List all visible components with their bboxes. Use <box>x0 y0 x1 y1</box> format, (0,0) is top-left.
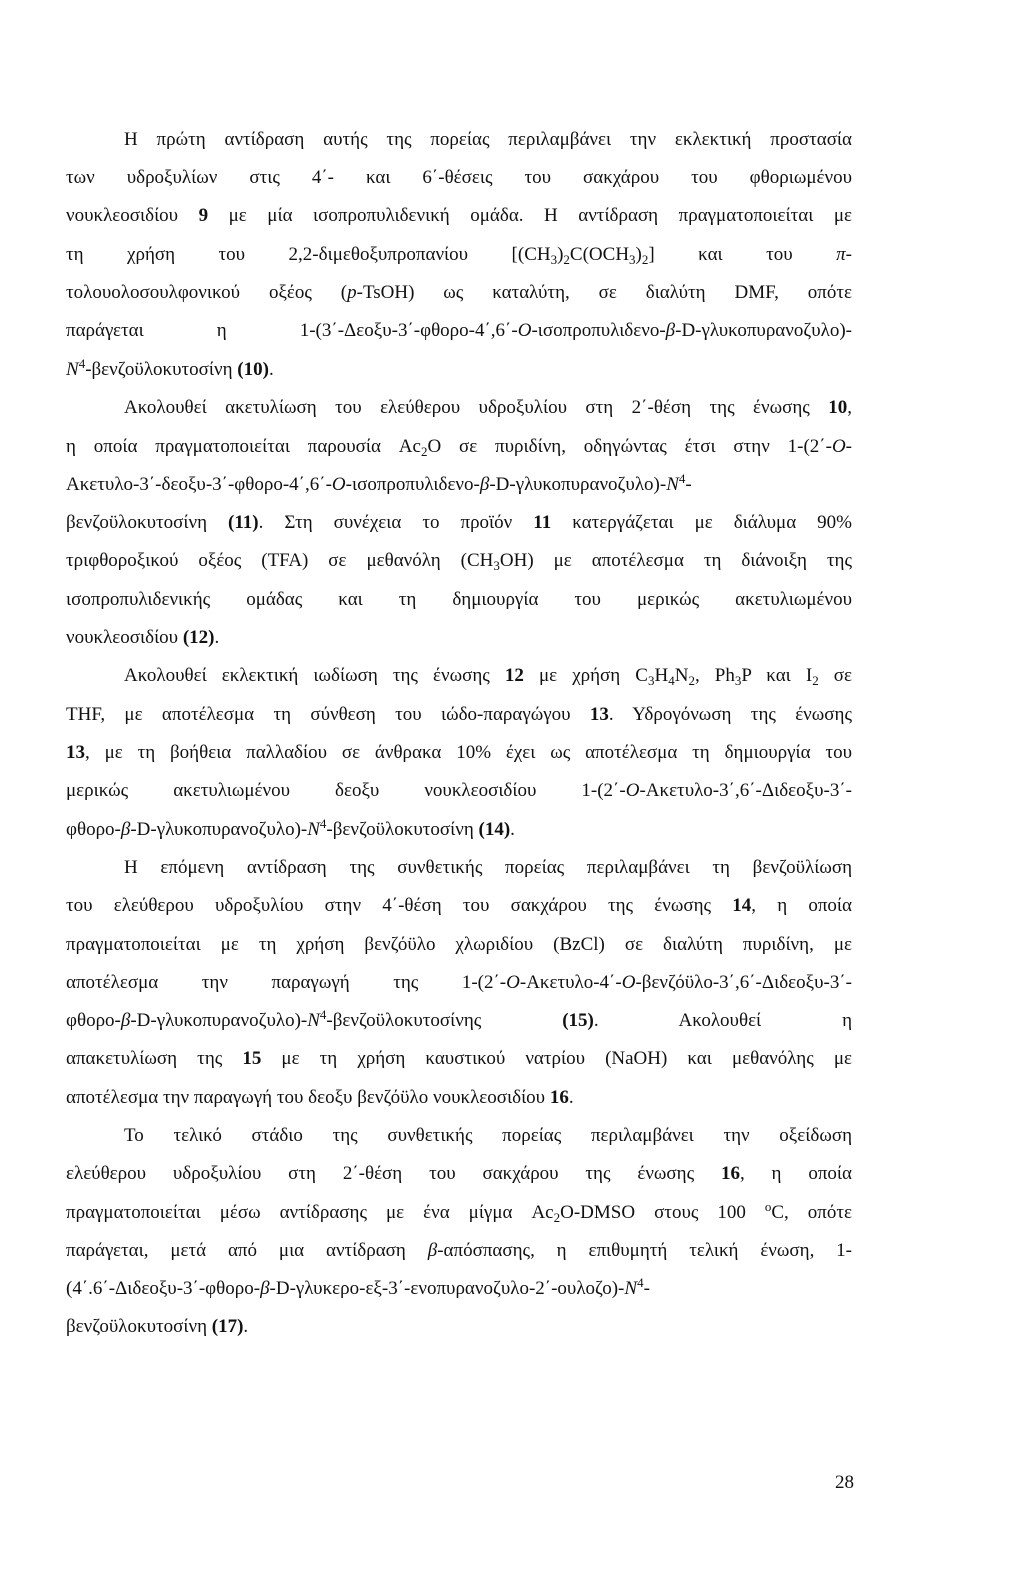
compound-number: 12 <box>504 665 524 686</box>
text-run: -βενζοϋλοκυτοσίνης <box>326 1010 563 1031</box>
text-run: N <box>307 819 320 840</box>
text-run: πραγματοποιείται με τη χρήση βενζόϋλο χλωριδίου (BzCl) σε διαλύτη πυριδίνη, με <box>66 934 852 955</box>
text-run: P και I <box>741 665 813 686</box>
text-line <box>66 587 852 613</box>
text-line <box>66 165 852 191</box>
text-run: -βενζόϋλο-3΄,6΄-Διδεοξυ-3΄- <box>635 972 852 993</box>
script-text: 3 <box>550 252 558 267</box>
text-run: , με τη βοήθεια παλλαδίου σε άνθρακα 10% έχει ως αποτέλεσμα τη δημιουργία του <box>85 742 852 763</box>
text-run: N <box>66 359 79 380</box>
script-text: 3 <box>493 558 500 573</box>
text-run: β <box>665 320 676 341</box>
text-run: . Ακολουθεί η <box>593 1010 852 1031</box>
text-line <box>66 242 852 268</box>
text-run: - <box>643 1278 650 1299</box>
text-run: τολουολοσουλφονικού οξέος ( <box>66 282 348 303</box>
text-run: , η οποία <box>751 895 852 916</box>
text-line <box>124 855 852 881</box>
text-run: με τη χρήση καυστικού νατρίου (NaOH) και μεθανόλης με <box>261 1048 852 1069</box>
page-number: 28 <box>835 1472 854 1493</box>
text-run: . Στη συνέχεια το προϊόν <box>258 512 534 533</box>
text-run: βενζοϋλοκυτοσίνη <box>66 1316 212 1337</box>
text-run: . Υδρογόνωση της ένωσης <box>608 704 852 725</box>
text-run: -απόσπασης, η επιθυμητή τελική ένωση, 1- <box>437 1240 853 1261</box>
text-run: N <box>307 1010 320 1031</box>
compound-number: 11 <box>533 512 552 533</box>
text-run: -ισοπροπυλιδενο- <box>345 474 480 495</box>
text-run: παράγεται η 1-(3΄-Δεοξυ-3΄-φθορο-4΄,6΄- <box>66 320 518 341</box>
compound-number: 13 <box>66 742 85 763</box>
text-run: O σε πυριδίνη, οδηγώντας έτσι στην 1-(2΄- <box>427 436 832 457</box>
text-run: β <box>427 1240 438 1261</box>
text-run: ελεύθερου υδροξυλίου στη 2΄-θέση του σακχάρου της ένωσης <box>66 1163 721 1184</box>
text-run: με χρήση C <box>523 665 648 686</box>
text-run: -D-γλυκοπυρανοζυλο)- <box>675 320 852 341</box>
text-run: O <box>625 780 640 801</box>
text-run: -D-γλυκερο-εξ-3΄-ενοπυρανοζυλο-2΄-ουλοζο)- <box>269 1278 625 1299</box>
text-run: . <box>243 1316 249 1337</box>
text-run: . <box>268 359 274 380</box>
text-run: μερικώς ακετυλιωμένου δεοξυ νουκλεοσιδίου 1-(2΄- <box>66 780 626 801</box>
script-text: 2 <box>553 1210 561 1225</box>
script-text: 2 <box>688 673 695 688</box>
compound-number: 10 <box>828 397 848 418</box>
text-run: , η οποία <box>739 1163 852 1184</box>
text-run: νουκλεοσιδίου <box>66 205 199 226</box>
text-run: p <box>347 282 357 303</box>
text-run: κατεργάζεται με διάλυμα 90% <box>551 512 852 533</box>
text-line <box>66 625 852 651</box>
text-run: ) <box>635 244 642 265</box>
text-run: H <box>654 665 669 686</box>
text-run: OH) με αποτέλεσμα τη διάνοιξη της <box>499 550 852 571</box>
text-run: ισοπροπυλιδενικής ομάδας και τη δημιουργία του μερικώς ακετυλιωμένου <box>66 589 852 610</box>
text-run: N <box>624 1278 638 1299</box>
text-run: τριφθοροξικού οξέος (TFA) σε μεθανόλη (CH <box>66 550 494 571</box>
script-text: 3 <box>629 252 636 267</box>
text-line <box>66 318 852 344</box>
text-line <box>66 548 852 574</box>
text-run: -βενζοϋλοκυτοσίνη <box>85 359 238 380</box>
text-run: O <box>331 474 346 495</box>
text-run: β <box>479 474 490 495</box>
compound-number: (14) <box>478 819 511 840</box>
text-run: Ακολουθεί εκλεκτική ιωδίωση της ένωσης <box>124 665 505 686</box>
text-line <box>66 740 852 766</box>
text-run: -D-γλυκοπυρανοζυλο)- <box>489 474 667 495</box>
text-line <box>66 472 852 498</box>
compound-number: (15) <box>562 1010 594 1031</box>
text-run: αποτέλεσμα την παραγωγή της 1-(2΄- <box>66 972 507 993</box>
text-run: O-DMSO στους 100 <box>560 1202 765 1223</box>
text-run: -Ακετυλο-3΄,6΄-Διδεοξυ-3΄- <box>639 780 852 801</box>
text-line <box>66 1276 852 1302</box>
script-text: o <box>764 1199 772 1214</box>
text-run: O <box>506 972 520 993</box>
text-run: β <box>260 1278 270 1299</box>
compound-number: (12) <box>182 627 215 648</box>
text-run: σε <box>818 665 852 686</box>
text-run: β <box>120 1010 131 1031</box>
text-line <box>66 702 852 728</box>
text-run: , Ph <box>694 665 735 686</box>
text-run: N <box>666 474 679 495</box>
text-run: παράγεται, μετά από μια αντίδραση <box>66 1240 428 1261</box>
text-run: -ισοπροπυλιδενο- <box>531 320 666 341</box>
script-text: 2 <box>563 252 570 267</box>
text-run: THF, με αποτέλεσμα τη σύνθεση του ιώδο-παραγώγου <box>66 704 590 725</box>
script-text: 2 <box>420 444 428 459</box>
text-line <box>66 817 852 843</box>
text-line <box>66 893 852 919</box>
text-run: . <box>510 819 515 840</box>
text-run: N <box>674 665 689 686</box>
text-run: βενζοϋλοκυτοσίνη <box>66 512 229 533</box>
text-line <box>66 1238 852 1264</box>
text-line <box>66 203 852 229</box>
text-run: φθορο- <box>66 819 121 840</box>
script-text: 3 <box>647 673 655 688</box>
text-line <box>66 434 852 460</box>
script-text: 4 <box>678 471 686 486</box>
text-run: νουκλεοσιδίου <box>66 627 183 648</box>
text-run: Το τελικό στάδιο της συνθετικής πορείας περιλαμβάνει την οξείδωση <box>124 1125 852 1146</box>
text-run: Ακολουθεί ακετυλίωση του ελεύθερου υδροξυλίου στη 2΄-θέση της ένωσης <box>124 397 829 418</box>
text-run: - <box>685 474 692 495</box>
text-run: τη χρήση του 2,2-διμεθοξυπροπανίου [(CH <box>66 244 551 265</box>
text-line <box>66 970 852 996</box>
text-run: O <box>831 436 846 457</box>
text-run: -TsOH) ως καταλύτη, σε διαλύτη DMF, οπότε <box>356 282 852 303</box>
text-line <box>66 280 852 306</box>
text-run: φθορο- <box>66 1010 121 1031</box>
script-text: 4 <box>78 356 86 371</box>
text-run: -D-γλυκοπυρανοζυλο)- <box>130 819 308 840</box>
text-line <box>124 663 852 689</box>
text-run: η οποία πραγματοποιείται παρουσία Ac <box>66 436 421 457</box>
text-line <box>124 127 852 153</box>
script-text: 2 <box>812 673 819 688</box>
text-line <box>66 357 852 383</box>
script-text: 3 <box>734 673 742 688</box>
compound-number: (11) <box>228 512 259 533</box>
script-text: 2 <box>641 252 649 267</box>
text-run: Η πρώτη αντίδραση αυτής της πορείας περιλαμβάνει την εκλεκτική προστασία <box>124 129 852 150</box>
text-line <box>66 510 852 536</box>
text-line <box>66 1046 852 1072</box>
script-text: 4 <box>637 1275 644 1290</box>
text-run: με μία ισοπροπυλιδενική ομάδα. Η αντίδραση πραγματοποιείται με <box>208 205 853 226</box>
text-run: ] και του <box>648 244 837 265</box>
compound-number: (10) <box>237 359 269 380</box>
text-run: C(OCH <box>569 244 630 265</box>
text-run: O <box>621 972 636 993</box>
compound-number: 14 <box>732 895 752 916</box>
text-run: απακετυλίωση της <box>66 1048 243 1069</box>
text-run: . <box>568 1087 574 1108</box>
text-run: -D-γλυκοπυρανοζυλο)- <box>130 1010 308 1031</box>
text-run: αποτέλεσμα την παραγωγή του δεοξυ βενζόϋλο νουκλεοσιδίου <box>66 1087 550 1108</box>
compound-number: (17) <box>211 1316 244 1337</box>
text-run: του ελεύθερου υδροξυλίου στην 4΄-θέση του σακχάρου της ένωσης <box>66 895 733 916</box>
text-run: C, οπότε <box>771 1202 852 1223</box>
text-run: β <box>120 819 131 840</box>
text-run: Ακετυλο-3΄-δεοξυ-3΄-φθορο-4΄,6΄- <box>66 474 332 495</box>
text-line <box>124 395 852 421</box>
script-text: 4 <box>319 1007 327 1022</box>
text-run: -Ακετυλο-4΄- <box>519 972 622 993</box>
text-line <box>66 1008 852 1034</box>
compound-number: 13 <box>589 704 609 725</box>
text-run: -βενζοϋλοκυτοσίνη <box>326 819 479 840</box>
text-run: O <box>517 320 532 341</box>
text-line <box>66 778 852 804</box>
text-line <box>66 1200 852 1226</box>
script-text: 4 <box>668 673 675 688</box>
text-run: π <box>836 244 846 265</box>
text-run: (4΄.6΄-Διδεοξυ-3΄-φθορο- <box>66 1278 261 1299</box>
script-text: 4 <box>319 816 327 831</box>
compound-number: 16 <box>720 1163 740 1184</box>
text-run: ) <box>557 244 564 265</box>
text-run: Η επόμενη αντίδραση της συνθετικής πορείας περιλαμβάνει τη βενζοϋλίωση <box>124 857 852 878</box>
text-run: . <box>214 627 220 648</box>
text-line <box>124 1123 852 1149</box>
text-line <box>66 1314 852 1340</box>
compound-number: 16 <box>549 1087 569 1108</box>
text-run: - <box>845 244 852 265</box>
text-line <box>66 932 852 958</box>
compound-number: 9 <box>198 205 209 226</box>
text-line <box>66 1161 852 1187</box>
compound-number: 15 <box>242 1048 262 1069</box>
text-run: , <box>847 397 852 418</box>
text-line <box>66 1085 852 1111</box>
text-run: - <box>845 436 852 457</box>
text-run: των υδροξυλίων στις 4΄- και 6΄-θέσεις του σακχάρου του φθοριωμένου <box>66 167 852 188</box>
text-run: πραγματοποιείται μέσω αντίδρασης με ένα μίγμα Ac <box>66 1202 554 1223</box>
